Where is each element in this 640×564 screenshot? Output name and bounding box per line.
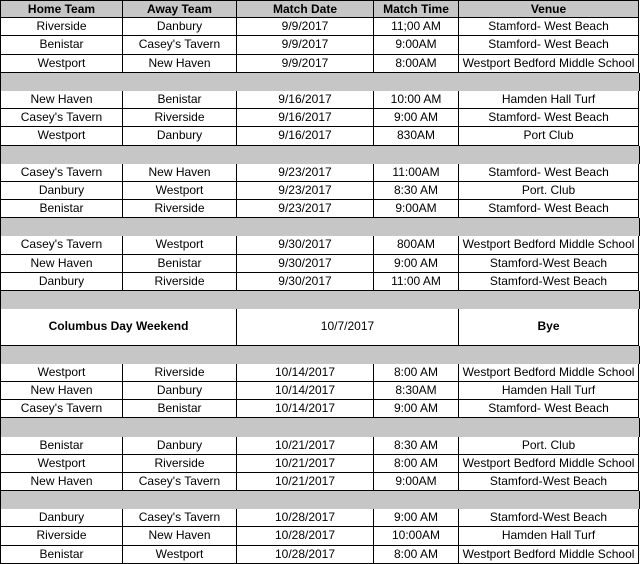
match-row bbox=[0, 437, 640, 455]
away-team-cell[interactable]: Benistar bbox=[123, 91, 237, 109]
match-row bbox=[0, 91, 640, 109]
match-row bbox=[0, 364, 640, 382]
match-time-cell[interactable]: 9:00 AM bbox=[374, 109, 459, 127]
match-time-cell[interactable]: 8:30AM bbox=[374, 382, 459, 400]
venue-cell[interactable]: Stamford-West Beach bbox=[459, 273, 639, 291]
week-separator-row bbox=[0, 491, 640, 509]
match-time-cell[interactable]: 8:00AM bbox=[374, 55, 459, 73]
bye-date-cell[interactable]: 10/7/2017 bbox=[237, 309, 459, 345]
match-time-cell[interactable]: 10:00 AM bbox=[374, 91, 459, 109]
bye-week-row bbox=[0, 309, 640, 345]
venue-cell[interactable]: Westport Bedford Middle School bbox=[459, 364, 639, 382]
away-team-cell[interactable]: Casey's Tavern bbox=[123, 36, 237, 54]
home-team-cell[interactable]: Casey's Tavern bbox=[0, 109, 123, 127]
match-date-cell[interactable]: 9/9/2017 bbox=[237, 55, 374, 73]
match-date-cell[interactable]: 9/9/2017 bbox=[237, 36, 374, 54]
match-row bbox=[0, 546, 640, 564]
match-time-cell[interactable]: 9:00AM bbox=[374, 473, 459, 491]
match-row bbox=[0, 182, 640, 200]
match-date-cell[interactable]: 9/23/2017 bbox=[237, 164, 374, 182]
match-row bbox=[0, 164, 640, 182]
match-time-cell[interactable]: 9:00 AM bbox=[374, 255, 459, 273]
away-team-cell[interactable]: Westport bbox=[123, 236, 237, 254]
match-date-cell[interactable]: 10/28/2017 bbox=[237, 509, 374, 527]
match-row bbox=[0, 255, 640, 273]
match-row bbox=[0, 382, 640, 400]
away-team-cell[interactable]: Danbury bbox=[123, 18, 237, 36]
header-match-date[interactable]: Match Date bbox=[237, 0, 374, 18]
match-time-cell[interactable]: 8:30 AM bbox=[374, 182, 459, 200]
match-date-cell[interactable]: 10/28/2017 bbox=[237, 527, 374, 545]
away-team-cell[interactable]: Riverside bbox=[123, 455, 237, 473]
venue-cell[interactable]: Hamden Hall Turf bbox=[459, 91, 639, 109]
home-team-cell[interactable]: Benistar bbox=[0, 36, 123, 54]
venue-cell[interactable]: Stamford- West Beach bbox=[459, 109, 639, 127]
match-date-cell[interactable]: 9/23/2017 bbox=[237, 200, 374, 218]
match-row bbox=[0, 36, 640, 54]
venue-cell[interactable]: Westport Bedford Middle School bbox=[459, 55, 639, 73]
away-team-cell[interactable]: Benistar bbox=[123, 400, 237, 418]
away-team-cell[interactable]: Riverside bbox=[123, 273, 237, 291]
home-team-cell[interactable]: Riverside bbox=[0, 527, 123, 545]
header-match-time[interactable]: Match Time bbox=[374, 0, 459, 18]
away-team-cell[interactable]: Riverside bbox=[123, 200, 237, 218]
match-row bbox=[0, 127, 640, 145]
home-team-cell[interactable]: Westport bbox=[0, 55, 123, 73]
venue-cell[interactable]: Stamford- West Beach bbox=[459, 200, 639, 218]
home-team-cell[interactable]: Danbury bbox=[0, 509, 123, 527]
match-date-cell[interactable]: 10/14/2017 bbox=[237, 382, 374, 400]
match-date-cell[interactable]: 10/28/2017 bbox=[237, 546, 374, 564]
home-team-cell[interactable]: Danbury bbox=[0, 273, 123, 291]
match-date-cell[interactable]: 9/23/2017 bbox=[237, 182, 374, 200]
week-separator-row bbox=[0, 218, 640, 236]
match-date-cell[interactable]: 10/21/2017 bbox=[237, 473, 374, 491]
bye-label-cell[interactable]: Columbus Day Weekend bbox=[0, 309, 237, 345]
venue-cell[interactable]: Stamford- West Beach bbox=[459, 18, 639, 36]
week-separator-row bbox=[0, 146, 640, 164]
away-team-cell[interactable]: New Haven bbox=[123, 164, 237, 182]
match-time-cell[interactable]: 9:00AM bbox=[374, 200, 459, 218]
away-team-cell[interactable]: Westport bbox=[123, 546, 237, 564]
away-team-cell[interactable]: Casey's Tavern bbox=[123, 473, 237, 491]
match-row bbox=[0, 273, 640, 291]
match-time-cell[interactable]: 9:00 AM bbox=[374, 509, 459, 527]
match-date-cell[interactable]: 10/21/2017 bbox=[237, 455, 374, 473]
week-separator-row bbox=[0, 291, 640, 309]
match-time-cell[interactable]: 11:00 AM bbox=[374, 273, 459, 291]
home-team-cell[interactable]: Casey's Tavern bbox=[0, 164, 123, 182]
home-team-cell[interactable]: Benistar bbox=[0, 437, 123, 455]
week-separator-row bbox=[0, 73, 640, 91]
match-date-cell[interactable]: 9/16/2017 bbox=[237, 109, 374, 127]
home-team-cell[interactable]: Westport bbox=[0, 364, 123, 382]
match-row bbox=[0, 400, 640, 418]
home-team-cell[interactable]: Benistar bbox=[0, 546, 123, 564]
week-separator-row bbox=[0, 418, 640, 436]
home-team-cell[interactable]: Westport bbox=[0, 127, 123, 145]
away-team-cell[interactable]: Danbury bbox=[123, 437, 237, 455]
away-team-cell[interactable]: Westport bbox=[123, 182, 237, 200]
match-date-cell[interactable]: 10/21/2017 bbox=[237, 437, 374, 455]
match-row bbox=[0, 527, 640, 545]
match-row bbox=[0, 55, 640, 73]
match-time-cell[interactable]: 830AM bbox=[374, 127, 459, 145]
venue-cell[interactable]: Hamden Hall Turf bbox=[459, 527, 639, 545]
away-team-cell[interactable]: Riverside bbox=[123, 364, 237, 382]
home-team-cell[interactable]: Casey's Tavern bbox=[0, 236, 123, 254]
home-team-cell[interactable]: New Haven bbox=[0, 255, 123, 273]
home-team-cell[interactable]: Westport bbox=[0, 455, 123, 473]
venue-cell[interactable]: Port Club bbox=[459, 127, 639, 145]
header-away-team[interactable]: Away Team bbox=[123, 0, 237, 18]
venue-cell[interactable]: Westport Bedford Middle School bbox=[459, 236, 639, 254]
home-team-cell[interactable]: Danbury bbox=[0, 182, 123, 200]
home-team-cell[interactable]: Benistar bbox=[0, 200, 123, 218]
header-venue[interactable]: Venue bbox=[459, 0, 639, 18]
away-team-cell[interactable]: Danbury bbox=[123, 127, 237, 145]
home-team-cell[interactable]: Casey's Tavern bbox=[0, 400, 123, 418]
match-row bbox=[0, 509, 640, 527]
bye-note-cell[interactable]: Bye bbox=[459, 309, 639, 345]
home-team-cell[interactable]: New Haven bbox=[0, 382, 123, 400]
home-team-cell[interactable]: New Haven bbox=[0, 473, 123, 491]
away-team-cell[interactable]: Danbury bbox=[123, 382, 237, 400]
match-date-cell[interactable]: 9/16/2017 bbox=[237, 127, 374, 145]
match-row bbox=[0, 200, 640, 218]
venue-cell[interactable]: Stamford- West Beach bbox=[459, 36, 639, 54]
venue-cell[interactable]: Port. Club bbox=[459, 437, 639, 455]
venue-cell[interactable]: Stamford-West Beach bbox=[459, 255, 639, 273]
match-date-cell[interactable]: 10/14/2017 bbox=[237, 364, 374, 382]
match-time-cell[interactable]: 9:00 AM bbox=[374, 400, 459, 418]
match-time-cell[interactable]: 11:00AM bbox=[374, 164, 459, 182]
match-time-cell[interactable]: 9:00AM bbox=[374, 36, 459, 54]
match-date-cell[interactable]: 9/30/2017 bbox=[237, 236, 374, 254]
venue-cell[interactable]: Port. Club bbox=[459, 182, 639, 200]
away-team-cell[interactable]: Casey's Tavern bbox=[123, 509, 237, 527]
header-home-team[interactable]: Home Team bbox=[0, 0, 123, 18]
venue-cell[interactable]: Stamford-West Beach bbox=[459, 509, 639, 527]
home-team-cell[interactable]: New Haven bbox=[0, 91, 123, 109]
match-row bbox=[0, 236, 640, 254]
match-date-cell[interactable]: 9/30/2017 bbox=[237, 273, 374, 291]
match-row bbox=[0, 455, 640, 473]
header-row bbox=[0, 0, 640, 18]
match-row bbox=[0, 473, 640, 491]
away-team-cell[interactable]: New Haven bbox=[123, 55, 237, 73]
venue-cell[interactable]: Hamden Hall Turf bbox=[459, 382, 639, 400]
match-time-cell[interactable]: 8:00 AM bbox=[374, 546, 459, 564]
match-time-cell[interactable]: 11;00 AM bbox=[374, 18, 459, 36]
match-date-cell[interactable]: 10/14/2017 bbox=[237, 400, 374, 418]
match-time-cell[interactable]: 8:30 AM bbox=[374, 437, 459, 455]
match-date-cell[interactable]: 9/30/2017 bbox=[237, 255, 374, 273]
home-team-cell[interactable]: Riverside bbox=[0, 18, 123, 36]
match-row bbox=[0, 18, 640, 36]
venue-cell[interactable]: Stamford-West Beach bbox=[459, 473, 639, 491]
match-time-cell[interactable]: 800AM bbox=[374, 236, 459, 254]
match-time-cell[interactable]: 10:00AM bbox=[374, 527, 459, 545]
venue-cell[interactable]: Stamford- West Beach bbox=[459, 400, 639, 418]
match-date-cell[interactable]: 9/9/2017 bbox=[237, 18, 374, 36]
match-time-cell[interactable]: 8:00 AM bbox=[374, 364, 459, 382]
week-separator-row bbox=[0, 346, 640, 364]
venue-cell[interactable]: Westport Bedford Middle School bbox=[459, 455, 639, 473]
away-team-cell[interactable]: Riverside bbox=[123, 109, 237, 127]
away-team-cell[interactable]: New Haven bbox=[123, 527, 237, 545]
venue-cell[interactable]: Westport Bedford Middle School bbox=[459, 546, 639, 564]
venue-cell[interactable]: Stamford- West Beach bbox=[459, 164, 639, 182]
match-time-cell[interactable]: 8:00 AM bbox=[374, 455, 459, 473]
match-date-cell[interactable]: 9/16/2017 bbox=[237, 91, 374, 109]
away-team-cell[interactable]: Benistar bbox=[123, 255, 237, 273]
match-row bbox=[0, 109, 640, 127]
